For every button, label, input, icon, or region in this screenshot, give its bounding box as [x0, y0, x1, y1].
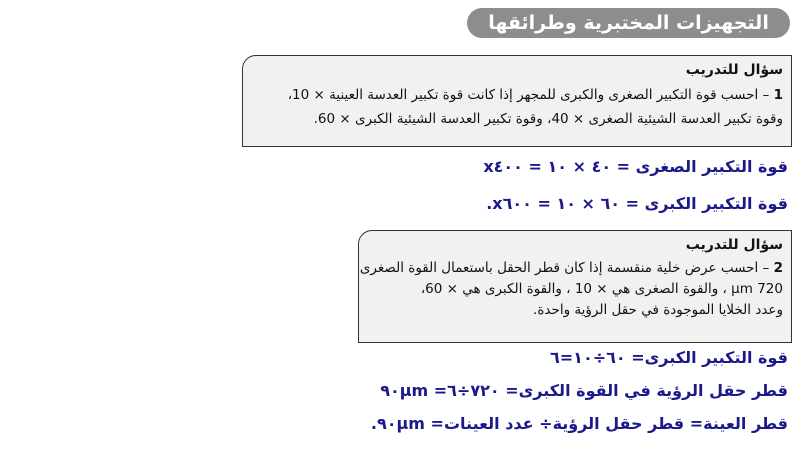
- question-line: وقوة تكبير العدسة الشيئية الصغرى × 40، وقوة تكبير العدسة الشيئية الكبرى × 60.: [313, 111, 783, 127]
- practice-question-1: [242, 55, 792, 147]
- question-number: 1: [773, 87, 783, 103]
- question-text: – احسب عرض خلية منقسمة إذا كان قطر الحقل باستعمال القوة الصغرى: [359, 260, 770, 276]
- answer-line: قطر العينة= قطر حقل الرؤية÷ عدد العينات= ٩٠µm.: [370, 414, 788, 433]
- practice-heading: سؤال للتدريب: [685, 62, 783, 78]
- question-line: 720 µm ، والقوة الصغرى هي × 10 ، والقوة الكبرى هي × 60،: [420, 281, 783, 297]
- question-line: [251, 83, 783, 107]
- answer-line: قوة التكبير الكبرى = ٦٠ × ١٠ = x٦٠٠.: [486, 194, 788, 213]
- practice-question-2: [358, 230, 792, 343]
- question-number: 2: [773, 260, 783, 276]
- question-text: – احسب قوة التكبير الصغرى والكبرى للمجهر إذا كانت قوة تكبير العدسة العينية × 10،: [287, 87, 770, 103]
- answer-line: قوة التكبير الصغرى = ٤٠ × ١٠ = x٤٠٠: [483, 157, 788, 176]
- answer-line: قوة التكبير الكبرى= ٦٠÷١٠=٦: [550, 348, 788, 367]
- question-line: [359, 258, 783, 279]
- section-title: التجهيزات المختبرية وطرائقها: [467, 8, 790, 38]
- question-line: وعدد الخلايا الموجودة في حقل الرؤية واحدة.: [533, 302, 783, 318]
- practice-heading: سؤال للتدريب: [685, 237, 783, 253]
- answer-line: قطر حقل الرؤية في القوة الكبرى= ٧٢٠÷٦= ٩٠µm: [380, 381, 788, 400]
